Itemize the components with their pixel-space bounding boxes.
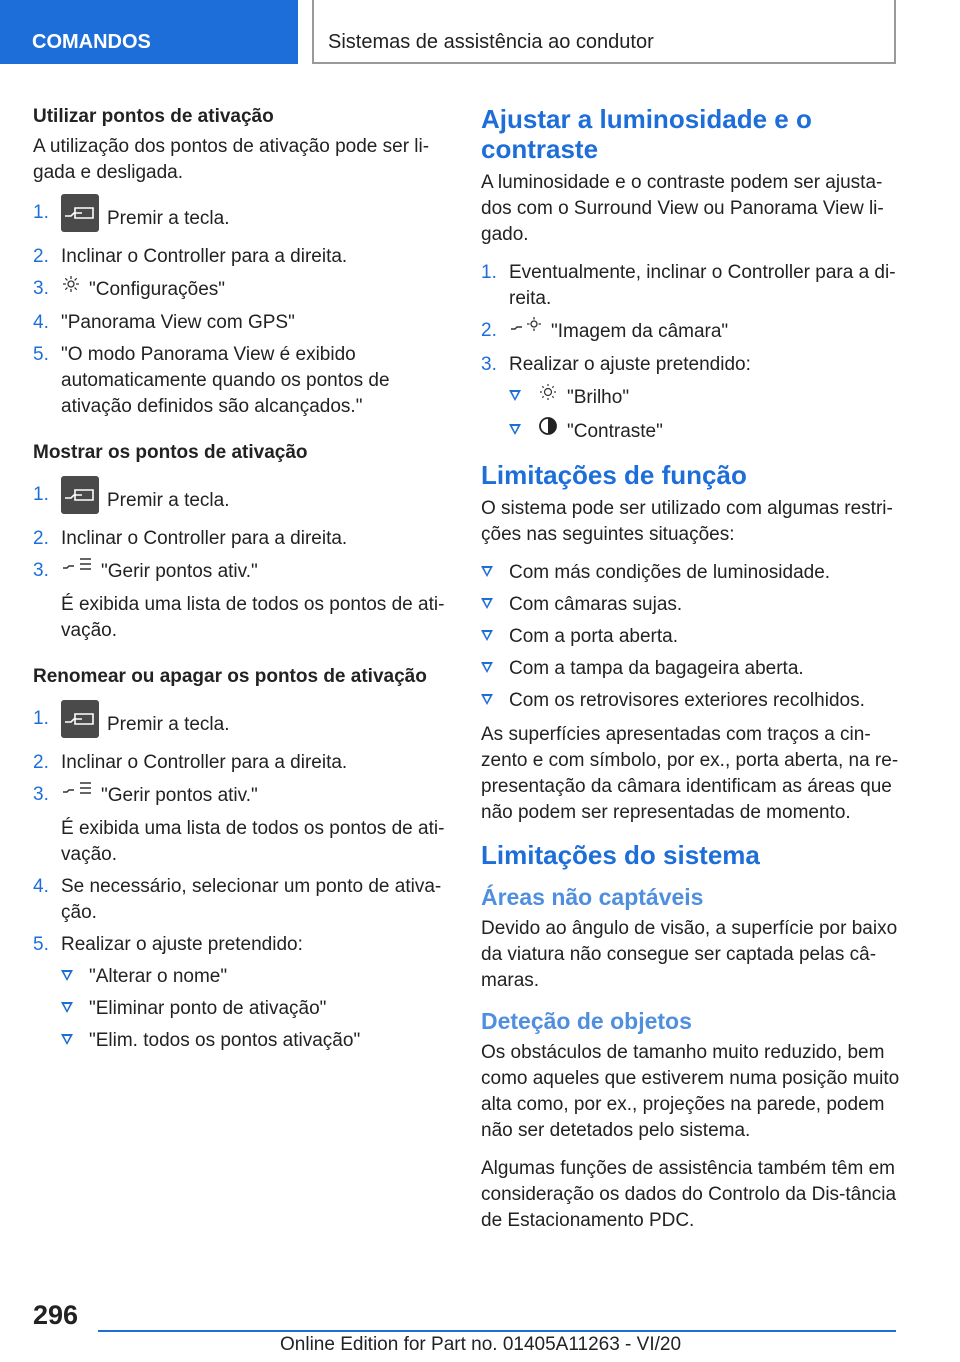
triangle-bullet-icon [481, 566, 493, 577]
right-column [481, 104, 901, 1246]
list-item [481, 318, 901, 346]
triangle-bullet-icon [61, 970, 73, 981]
step-text: "Gerir pontos ativ." [101, 561, 258, 583]
step-text: Premir a tecla. [107, 714, 230, 736]
step-text: "Imagem da câmara" [551, 321, 729, 343]
list-item [33, 310, 451, 336]
step-text: Inclinar o Controller para a direita. [61, 528, 348, 549]
paragraph: As superfícies apresentadas com traços a cin-zento e com símbolo, por ex., porta aberta, na re-presentação da câmara identificam as áreas que não podem ser representadas de momento. [481, 724, 899, 823]
list-item [33, 706, 451, 744]
options-list [509, 384, 901, 446]
camera-key-icon [61, 194, 99, 232]
list-item [61, 964, 451, 990]
section-title: Mostrar os pontos de ativação [33, 442, 308, 463]
step-number: 1. [33, 202, 49, 223]
step-number: 3. [33, 560, 49, 581]
step-number: 3. [33, 278, 49, 299]
steps-list [33, 706, 451, 1054]
step-number: 3. [481, 354, 497, 375]
option-text: "Contraste" [567, 421, 663, 443]
step-number: 5. [33, 344, 49, 365]
list-item [33, 750, 451, 776]
list-item [33, 558, 451, 644]
list-item [33, 342, 451, 420]
list-item [509, 418, 901, 446]
list-item [509, 384, 901, 412]
list-manage-icon [61, 556, 93, 584]
step-number: 1. [33, 708, 49, 729]
bullet-text: Com os retrovisores exteriores recolhidos. [509, 690, 865, 711]
list-item [481, 624, 901, 650]
list-item [33, 526, 451, 552]
steps-list [33, 200, 451, 420]
list-item [481, 688, 901, 714]
subsection-heading: Deteção de objetos [481, 1008, 692, 1034]
footer-divider [98, 1330, 896, 1332]
paragraph: Algumas funções de assistência também têm em consideração os dados do Controlo da Dis-tância de Estacionamento PDC. [481, 1158, 897, 1231]
step-note: É exibida uma lista de todos os pontos de ati-vação. [61, 818, 445, 865]
step-text: Eventualmente, inclinar o Controller para a di-reita. [509, 262, 896, 309]
step-number: 1. [481, 262, 497, 283]
section-heading: Ajustar a luminosidade e o contraste [481, 104, 812, 164]
step-text: Realizar o ajuste pretendido: [61, 934, 303, 955]
triangle-bullet-icon [509, 390, 521, 401]
option-text: "Eliminar ponto de ativação" [89, 998, 327, 1019]
bullet-text: Com câmaras sujas. [509, 594, 683, 615]
paragraph: Devido ao ângulo de visão, a superfície por baixo da viatura não consegue ser captada pelas câ-maras. [481, 918, 898, 991]
list-item [33, 244, 451, 270]
bullet-text: Com más condições de luminosidade. [509, 562, 831, 583]
step-number: 3. [33, 784, 49, 805]
step-text: Premir a tecla. [107, 490, 230, 512]
bullet-text: Com a tampa da bagageira aberta. [509, 658, 804, 679]
camera-key-icon [61, 700, 99, 738]
step-number: 1. [33, 484, 49, 505]
step-number: 2. [481, 320, 497, 341]
step-number: 4. [33, 876, 49, 897]
section-title: Utilizar pontos de ativação [33, 106, 274, 127]
triangle-bullet-icon [481, 630, 493, 641]
header-tab: COMANDOS [0, 0, 298, 64]
section-heading: Limitações do sistema [481, 840, 760, 870]
step-text: "Panorama View com GPS" [61, 312, 295, 333]
option-text: "Brilho" [567, 387, 630, 409]
contrast-icon [537, 416, 559, 444]
list-item [61, 1028, 451, 1054]
list-item [33, 874, 451, 926]
list-item [33, 276, 451, 304]
page-number: 296 [33, 1300, 79, 1330]
list-item [481, 656, 901, 682]
triangle-bullet-icon [481, 598, 493, 609]
triangle-bullet-icon [509, 424, 521, 435]
step-number: 2. [33, 752, 49, 773]
list-item [481, 352, 901, 446]
steps-list [481, 260, 901, 446]
step-text: "O modo Panorama View é exibido automaticamente quando os pontos de ativação definidos são alcançados." [61, 344, 390, 417]
list-item [33, 932, 451, 1054]
gear-icon [61, 274, 81, 302]
step-text: Inclinar o Controller para a direita. [61, 246, 348, 267]
list-item [481, 560, 901, 586]
subsection-heading: Áreas não captáveis [481, 884, 704, 910]
list-item [481, 260, 901, 312]
option-text: "Elim. todos os pontos ativação" [89, 1030, 361, 1051]
camera-settings-icon [509, 316, 543, 344]
section-heading: Limitações de função [481, 460, 747, 490]
brightness-icon [537, 382, 559, 410]
step-text: Premir a tecla. [107, 208, 230, 230]
triangle-bullet-icon [61, 1034, 73, 1045]
triangle-bullet-icon [61, 1002, 73, 1013]
option-text: "Alterar o nome" [89, 966, 228, 987]
triangle-bullet-icon [481, 662, 493, 673]
step-text: "Configurações" [89, 279, 226, 301]
list-manage-icon [61, 780, 93, 808]
paragraph: A utilização dos pontos de ativação pode ser li-gada e desligada. [33, 136, 430, 183]
steps-list [33, 482, 451, 644]
list-item [481, 592, 901, 618]
paragraph: Os obstáculos de tamanho muito reduzido, bem como aqueles que estiverem numa posição muito alta como, por ex., projeções na parede, podem não ser detetados pelo sistema. [481, 1042, 900, 1141]
edition-text: Online Edition for Part no. 01405A11263 - VI/20 [280, 1334, 682, 1355]
step-text: Inclinar o Controller para a direita. [61, 752, 348, 773]
section-title: Renomear ou apagar os pontos de ativação [33, 666, 427, 687]
bullet-text: Com a porta aberta. [509, 626, 678, 647]
step-text: Realizar o ajuste pretendido: [509, 354, 751, 375]
left-column [33, 104, 451, 1060]
list-item [33, 482, 451, 520]
step-text: "Gerir pontos ativ." [101, 785, 258, 807]
bullet-list [481, 560, 901, 714]
paragraph: O sistema pode ser utilizado com algumas restri-ções nas seguintes situações: [481, 498, 893, 545]
triangle-bullet-icon [481, 694, 493, 705]
step-text: Se necessário, selecionar um ponto de ativa-ção. [61, 876, 442, 923]
header-title: Sistemas de assistência ao condutor [312, 0, 896, 64]
camera-key-icon [61, 476, 99, 514]
options-list [61, 964, 451, 1054]
list-item [61, 996, 451, 1022]
paragraph: A luminosidade e o contraste podem ser ajusta-dos com o Surround View ou Panorama View li-gado. [481, 172, 884, 245]
step-number: 2. [33, 528, 49, 549]
list-item [33, 782, 451, 868]
step-number: 2. [33, 246, 49, 267]
list-item [33, 200, 451, 238]
step-note: É exibida uma lista de todos os pontos de ati-vação. [61, 594, 445, 641]
step-number: 4. [33, 312, 49, 333]
step-number: 5. [33, 934, 49, 955]
